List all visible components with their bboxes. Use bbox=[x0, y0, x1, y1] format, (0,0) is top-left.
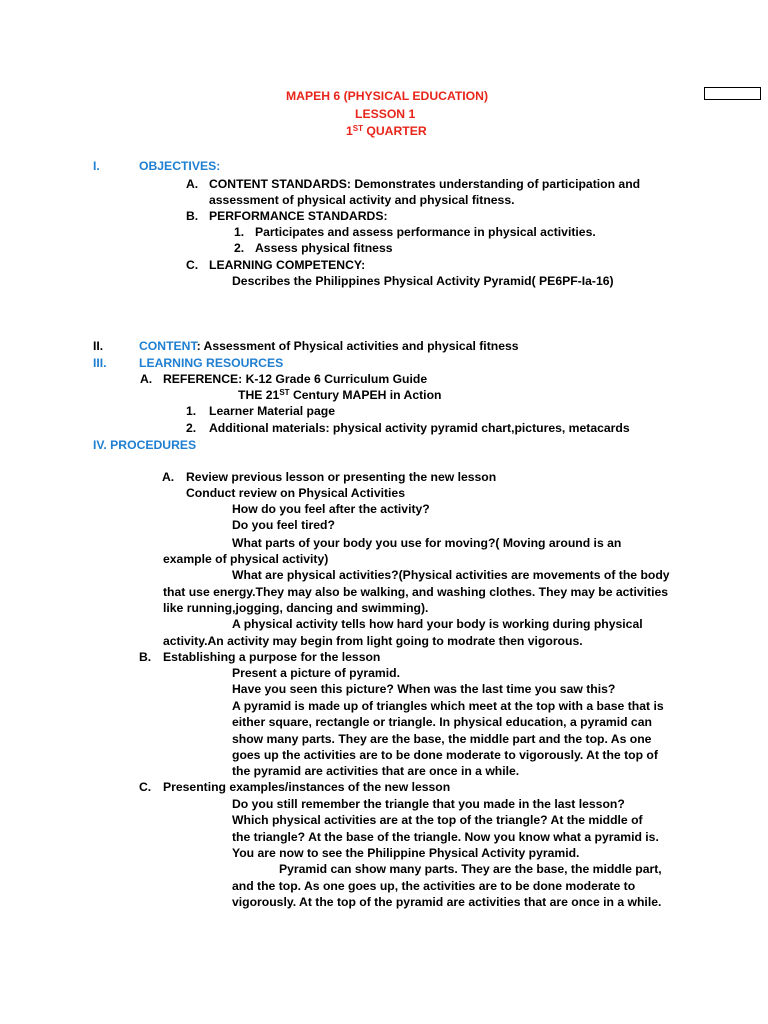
procedure-text: Do you still remember the triangle that you made in the last lesson? bbox=[232, 797, 625, 811]
list-marker: 2. bbox=[234, 241, 245, 255]
procedure-text: that use energy.They may also be walking, and washing clothes. They may be activities bbox=[163, 585, 669, 599]
procedure-text: You are now to see the Philippine Physical Activity pyramid. bbox=[232, 846, 580, 860]
procedure-text: the pyramid are activities that are once in a while. bbox=[232, 764, 520, 778]
procedure-text: activity.An activity may begin from light going to modrate then vigorous. bbox=[163, 634, 583, 648]
procedure-text: the triangle? At the base of the triangle. Now you know what a pyramid is. bbox=[232, 830, 659, 844]
empty-box bbox=[704, 87, 761, 100]
performance-item-2: Assess physical fitness bbox=[255, 241, 393, 255]
performance-standards-heading: PERFORMANCE STANDARDS: bbox=[209, 209, 388, 223]
procedure-text: What parts of your body you use for moving?( Moving around is an bbox=[232, 536, 622, 550]
content-heading: CONTENT bbox=[139, 339, 197, 353]
procedure-text: like running,jogging, dancing and swimming). bbox=[163, 601, 429, 615]
reference-text: REFERENCE: K-12 Grade 6 Curriculum Guide bbox=[163, 372, 428, 386]
procedure-text: Do you feel tired? bbox=[232, 518, 335, 532]
list-marker: A. bbox=[186, 177, 199, 191]
content-text: : Assessment of Physical activities and physical fitness bbox=[196, 339, 519, 353]
learning-competency-text: Describes the Philippines Physical Activity Pyramid( PE6PF-Ia-16) bbox=[232, 274, 614, 288]
section-number-objectives: I. bbox=[93, 159, 100, 173]
resource-item-1: Learner Material page bbox=[209, 404, 335, 418]
procedure-a-heading: Review previous lesson or presenting the new lesson bbox=[186, 470, 497, 484]
list-marker: C. bbox=[186, 258, 199, 272]
content-standards-text-cont: assessment of physical activity and physical fitness. bbox=[209, 193, 515, 207]
content-standards-text: CONTENT STANDARDS: Demonstrates understanding of participation and bbox=[209, 177, 641, 191]
procedure-text: Pyramid can show many parts. They are the base, the middle part, bbox=[279, 862, 662, 876]
procedure-text: A physical activity tells how hard your body is working during physical bbox=[232, 617, 643, 631]
procedure-text: show many parts. They are the base, the middle part and the top. As one bbox=[232, 732, 652, 746]
list-marker: 2. bbox=[186, 421, 197, 435]
procedure-text: How do you feel after the activity? bbox=[232, 502, 430, 516]
procedure-text: Conduct review on Physical Activities bbox=[186, 486, 405, 500]
section-number-content: II. bbox=[93, 339, 104, 353]
quarter-label: 1ST QUARTER bbox=[346, 124, 427, 138]
procedure-b-heading: Establishing a purpose for the lesson bbox=[163, 650, 381, 664]
list-marker: B. bbox=[139, 650, 152, 664]
procedure-text: and the top. As one goes up, the activities are to be done moderate to bbox=[232, 879, 636, 893]
performance-item-1: Participates and assess performance in physical activities. bbox=[255, 225, 596, 239]
resources-heading: LEARNING RESOURCES bbox=[139, 356, 284, 370]
procedure-c-heading: Presenting examples/instances of the new lesson bbox=[163, 780, 451, 794]
list-marker: B. bbox=[186, 209, 199, 223]
procedure-text: A pyramid is made up of triangles which meet at the top with a base that is bbox=[232, 699, 664, 713]
procedure-text: Which physical activities are at the top of the triangle? At the middle of bbox=[232, 813, 643, 827]
list-marker: A. bbox=[140, 372, 153, 386]
procedure-text: Present a picture of pyramid. bbox=[232, 666, 400, 680]
lesson-label: LESSON 1 bbox=[355, 107, 416, 121]
procedure-text: Have you seen this picture? When was the last time you saw this? bbox=[232, 682, 616, 696]
content-line bbox=[139, 338, 519, 354]
objectives-heading: OBJECTIVES: bbox=[139, 159, 221, 173]
procedure-text: example of physical activity) bbox=[163, 552, 329, 566]
procedures-heading: IV. PROCEDURES bbox=[93, 438, 197, 452]
list-marker: 1. bbox=[186, 404, 197, 418]
procedure-text: either square, rectangle or triangle. In physical education, a pyramid can bbox=[232, 715, 652, 729]
document-title: MAPEH 6 (PHYSICAL EDUCATION) bbox=[286, 89, 489, 103]
list-marker: C. bbox=[139, 780, 152, 794]
list-marker: A. bbox=[162, 470, 175, 484]
section-number-resources: III. bbox=[93, 356, 107, 370]
learning-competency-heading: LEARNING COMPETENCY: bbox=[209, 258, 366, 272]
procedure-text: What are physical activities?(Physical activities are movements of the body bbox=[232, 568, 670, 582]
list-marker: 1. bbox=[234, 225, 245, 239]
resource-item-2: Additional materials: physical activity pyramid chart,pictures, metacards bbox=[209, 421, 630, 435]
reference-book: THE 21ST Century MAPEH in Action bbox=[238, 388, 442, 402]
procedure-text: vigorously. At the top of the pyramid are activities that are once in a while. bbox=[232, 895, 662, 909]
procedure-text: goes up the activities are to be done moderate to vigorously. At the top of bbox=[232, 748, 658, 762]
